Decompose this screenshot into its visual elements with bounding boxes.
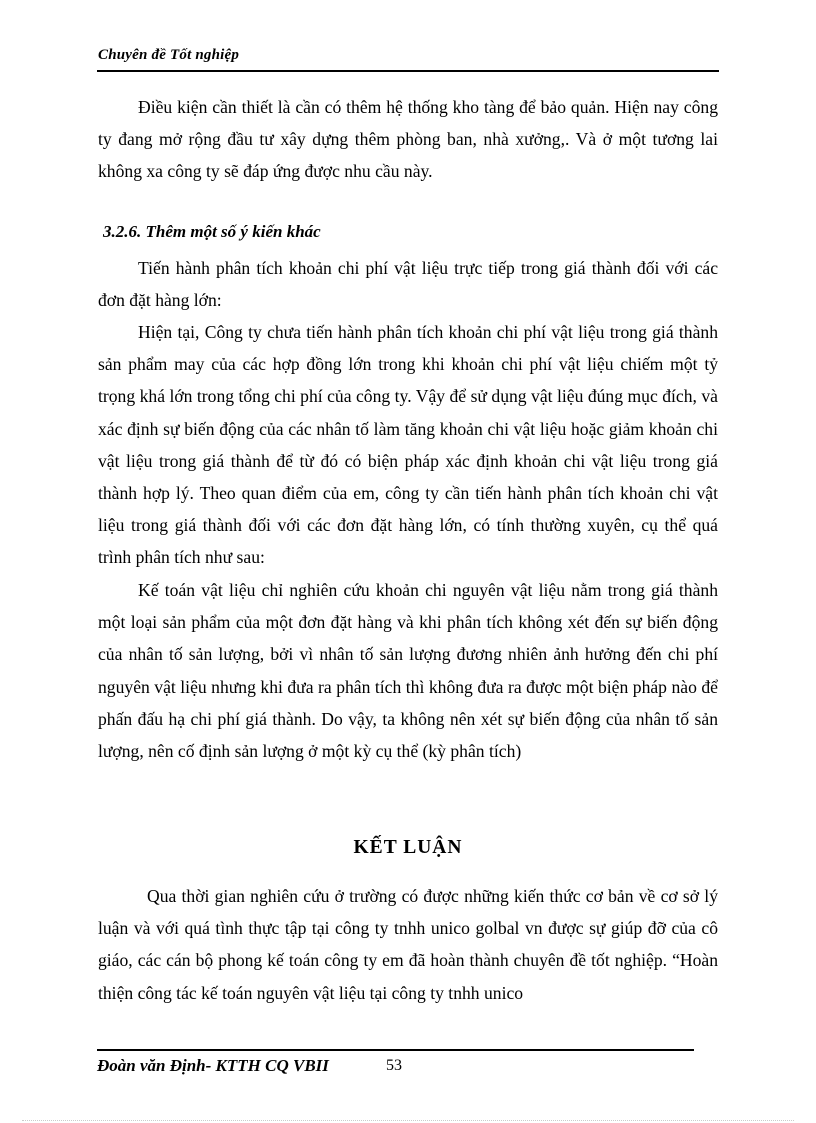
conclusion-heading: KẾT LUẬN bbox=[353, 837, 463, 858]
section-heading: 3.2.6. Thêm một số ý kiến khác bbox=[103, 222, 321, 241]
page-header bbox=[97, 46, 719, 72]
paragraph-current-state: Hiện tại, Công ty chưa tiến hành phân tích khoản chi phí vật liệu trong giá thành sản phẩm may của các hợp đồng lớn trong khi khoản chi phí vật liệu chiếm một tỷ trọng khá lớn trong tổng chi phí của công ty. Vậy để sử dụng vật liệu đúng mục đích, và xác định sự biến động của các nhân tố làm tăng khoản chi vật liệu hoặc giảm khoản chi vật liệu trong giá thành để từ đó có biện pháp xác định khoản chi vật liệu trong giá thành hợp lý. Theo quan điểm của em, công ty cần tiến hành phân tích khoản chi vật liệu trong giá thành đối với các đơn đặt hàng lớn, có tính thường xuyên, cụ thể quá trình phân tích như sau: bbox=[98, 322, 718, 568]
page-edge bbox=[22, 1120, 794, 1121]
footer-author: Đoàn văn Định- KTTH CQ VBII bbox=[97, 1056, 329, 1075]
paragraph-accounting: Kế toán vật liệu chỉ nghiên cứu khoản chi nguyên vật liệu nằm trong giá thành một loại sản phẩm của một đơn đặt hàng và khi phân tích không xét đến sự biến động của nhân tố sản lượng, bởi vì nhân tố sản lượng đương nhiên ảnh hưởng đến chi phí nguyên vật liệu nhưng khi đưa ra phân tích thì không đưa ra được một biện pháp nào để phấn đấu hạ chi phí giá thành. Do vậy, ta không nên xét sự biến động của nhân tố sản lượng, nên cố định sản lượng ở một kỳ cụ thể (kỳ phân tích) bbox=[98, 580, 718, 762]
page-number: 53 bbox=[386, 1057, 402, 1074]
footer-rule bbox=[97, 1049, 694, 1051]
paragraph-storage: Điều kiện cần thiết là cần có thêm hệ thống kho tàng để bảo quản. Hiện nay công ty đang mở rộng đầu tư xây dựng thêm phòng ban, nhà xưởng,. Và ở một tương lai không xa công ty sẽ đáp ứng được nhu cầu này. bbox=[98, 97, 718, 182]
paragraph-conclusion: Qua thời gian nghiên cứu ở trường có được những kiến thức cơ bản về cơ sở lý luận và với quá tình thực tập tại công ty tnhh unico golbal vn được sự giúp đỡ của cô giáo, các cán bộ phong kế toán công ty em đã hoàn thành chuyên đề tốt nghiệp. “Hoàn thiện công tác kế toán nguyên vật liệu tại công ty tnhh unico bbox=[98, 886, 718, 1003]
paragraph-intro: Tiến hành phân tích khoản chi phí vật liệu trực tiếp trong giá thành đối với các đơn đặt hàng lớn: bbox=[98, 258, 718, 311]
header-title: Chuyên đề Tốt nghiệp bbox=[98, 47, 240, 63]
